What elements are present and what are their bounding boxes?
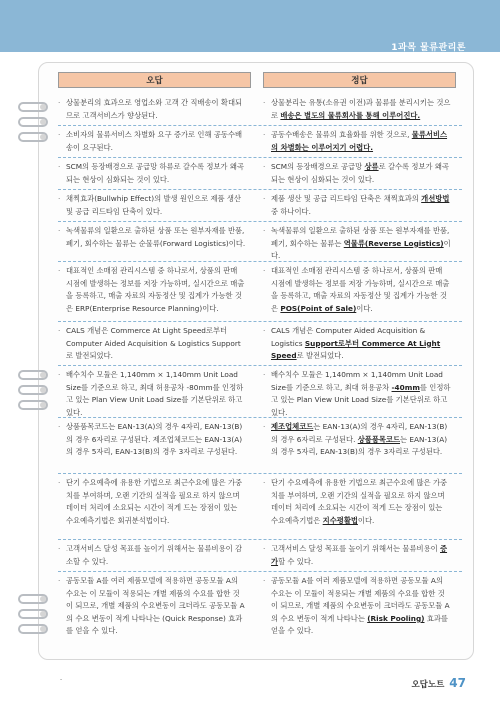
wrong-answer: 공동모듈 A를 여러 제품모델에 적용하면 공동모듈 A의 수요는 이 모듈이 적용되는 개별 제품의 수요를 합한 것이 되므로, 개별 제품의 수요변동이 크더라도 공동모듈 A의 수요 변동이 적게 나타나는 (Quick Response) 효과를 얻을 수 있다. — [66, 576, 245, 636]
right-answer-text: 를 인정하고 있는 Plan View Unit Load Size를 기본단위로 하고 있다. — [271, 382, 451, 417]
page-footer — [411, 676, 466, 690]
right-answer-highlight: POS(Point of Sale) — [280, 303, 357, 313]
spiral-ring — [18, 400, 48, 410]
table-row: · SCM의 등장배경으로 공급망 하류로 갈수록 정보가 왜곡되는 현상이 심화되는 것이 있다. · SCM의 등장배경으로 공급망 상류로 갈수록 정보가 왜곡되는 현상이 심화되는 것이 있다. — [58, 158, 462, 190]
chapter-title: 1과목 물류관리론 — [391, 43, 466, 53]
table-row: · 녹색물류의 일환으로 출하된 상품 또는 원부자재를 반품, 폐기, 회수하는 물류는 순물류(Forward Logistics)이다. · 녹색물류의 일환으로 출하된 상품 또는 원부자재를 반품, 폐기, 회수하는 물류는 역물류(Reverse Logistics)이다. — [58, 222, 462, 262]
right-answer-text: 할 수 있다. — [278, 556, 314, 566]
right-answer-text: SCM의 등장배경으로 공급망 — [271, 162, 365, 171]
right-answer-text: 공동수배송은 물류의 효율화를 위한 것으로, — [271, 130, 412, 139]
wrong-answer: 상물분리의 효과으로 영업소와 고객 간 직배송이 확대되므로 고객서비스가 향상된다. — [66, 98, 243, 120]
spiral-ring — [18, 132, 48, 142]
right-answer-text: 제품 생산 및 공급 리드타임 단축은 채찍효과의 — [271, 194, 422, 203]
right-answer-text: CALS 개념은 Computer Aided Acquisition & Logistics — [271, 326, 426, 348]
right-answer-text: 고객서비스 달성 목표를 높이기 위해서는 물류비용이 — [271, 544, 440, 553]
right-answer-highlight: 물류서비스의 차별화는 이루어지기 어렵다. — [271, 130, 448, 152]
right-answer-highlight: 개선방법 — [421, 194, 450, 203]
table-row: · CALS 개념은 Commerce At Light Speed로부터 Computer Aided Acquisition & Logistics Support로 발전되었다. · CALS 개념은 Computer Aided Acquisition & Logistics Support로부터 Commerce At Light Speed로 발전되었다. — [58, 322, 462, 366]
right-answer-text: 중 하나이다. — [271, 206, 311, 216]
table-row: · 단기 수요예측에 유용한 기법으로 최근수요에 많은 가중치를 부여하며, 오랜 기간의 실적을 필요로 하지 않으며 데이터 처리에 소요되는 시간이 적게 드는 장점이 있는 수요예측기법은 회귀분석법이다. · 단기 수요예측에 유용한 기법으로 최근수요에 많은 가중치를 부여하며, 오랜 기간의 실적을 필요로 하지 않으며 데이터 처리에 소요되는 시간이 적게 드는 장점이 있는 수요예측기법은 지수평활법이다. — [58, 474, 462, 540]
wrong-answer: CALS 개념은 Commerce At Light Speed로부터 Computer Aided Acquisition & Logistics Support로 발전되었다. — [66, 326, 241, 361]
right-answer-highlight: (Risk Pooling) — [367, 613, 425, 623]
wrong-answer: 배수치수 모듈은 1,140mm × 1,140mm Unit Load Size를 기준으로 하고, 최대 허용공차 -80mm를 인정하고 있는 Plan View Unit Load Size를 기본단위로 하고 있다. — [66, 370, 244, 417]
right-answer-text: 로 발전되었다. — [296, 351, 344, 361]
right-answer-highlight: 역물류(Reverse Logistics) — [343, 238, 444, 248]
table-row: · 공동모듈 A를 여러 제품모델에 적용하면 공동모듈 A의 수요는 이 모듈이 적용되는 개별 제품의 수요를 합한 것이 되므로, 개별 제품의 수요변동이 크더라도 공동모듈 A의 수요 변동이 적게 나타나는 (Quick Response) 효과를 얻을 수 있다. · 공동모듈 A를 여러 제품모델에 적용하면 공동모듈 A의 수요는 이 모듈이 적용되는 개별 제품의 수요를 합한 것이 되므로, 개별 제품의 수요변동이 크더라도 공동모듈 A의 수요 변동이 적게 나타나는 (Risk Pooling) 효과를 얻을 수 있다. — [58, 576, 450, 636]
table-row: · 소비자의 물류서비스 차별화 요구 증가로 인해 공동수배송이 요구된다. · 공동수배송은 물류의 효율화를 위한 것으로, 물류서비스의 차별화는 이루어지기 어렵다. — [58, 126, 462, 158]
right-answer-text: 이다. — [271, 238, 451, 261]
right-answer-highlight: 상품품목코드 — [357, 434, 401, 444]
right-answer-highlight: 배송은 별도의 물류회사를 통해 이루어진다. — [280, 110, 421, 120]
spiral-ring — [18, 624, 48, 634]
table-row: · 배수치수 모듈은 1,140mm × 1,140mm Unit Load Size를 기준으로 하고, 최대 허용공차 -80mm를 인정하고 있는 Plan View Unit Load Size를 기본단위로 하고 있다. · 배수치수 모듈은 1,140mm × 1,140mm Unit Load Size를 기준으로 하고, 최대 허용공차 -40mm를 인정하고 있는 Plan View Unit Load Size를 기본단위로 하고 있다. — [58, 366, 462, 418]
right-answer-highlight: -40mm — [391, 382, 420, 392]
wrong-answer: 상품품목코드는 EAN-13(A)의 경우 4자리, EAN-13(B)의 경우 6자리로 구성된다. 제조업체코드는 EAN-13(A)의 경우 5자리, EAN-13(B)의 경우 3자리로 구성된다. — [66, 422, 243, 457]
right-answer-text: 배수치수 모듈은 1,140mm × 1,140mm Unit Load Size를 기준으로 하고, 최대 허용공차 — [271, 370, 443, 392]
right-answer-text: 이다. — [356, 303, 373, 313]
wrong-answer: 대표적인 소매점 관리시스템 중 하나로서, 상품의 판매 시점에 발생하는 정보를 저장 가능하며, 실시간으로 매출을 등록하고, 매출 자료의 자동정산 및 집계가 가능한 것은 ERP(Enterprise Resource Planning)이다. — [66, 266, 245, 313]
right-answer-highlight: Support로부터 Commerce At Light Speed — [271, 338, 441, 361]
right-answer-text: 단기 수요예측에 유용한 기법으로 최근수요에 많은 가중치를 부여하며, 오랜 기간의 실적을 필요로 하지 않으며 데이터 처리에 소요되는 시간이 적게 드는 장점이 있는 수요예측기법은 — [271, 478, 448, 525]
right-answer-text: 는 EAN-13(A)의 경우 5자리, EAN-13(B)의 경우 3자리로 구성된다. — [271, 434, 448, 457]
spiral-ring — [18, 102, 48, 112]
spiral-ring — [18, 117, 48, 127]
right-answer-highlight: 제조업체코드 — [271, 422, 314, 431]
header-wrong: 오답 — [58, 72, 251, 88]
right-answer-text: 대표적인 소매점 관리시스템 중 하나로서, 상품의 판매 시점에 발생하는 정보를 저장 가능하며, 실시간으로 매출을 등록하고, 매출 자료의 자동정산 및 집계가 가능한 것은 — [271, 266, 450, 313]
right-answer-highlight: 증가 — [271, 544, 448, 566]
wrong-answer: 소비자의 물류서비스 차별화 요구 증가로 인해 공동수배송이 요구된다. — [66, 130, 243, 152]
right-answer-text: 효과를 얻을 수 있다. — [271, 613, 448, 636]
wrong-answer: 녹색물류의 일환으로 출하된 상품 또는 원부자재를 반품, 폐기, 회수하는 물류는 순물류(Forward Logistics)이다. — [66, 226, 246, 248]
wrong-answer: 고객서비스 달성 목표를 높이기 위해서는 물류비용이 감소할 수 있다. — [66, 544, 243, 566]
table-row: · 채찍효과(Bullwhip Effect)의 발생 원인으로 제품 생산 및 공급 리드타임 단축이 있다. · 제품 생산 및 공급 리드타임 단축은 채찍효과의 개선방법 중 하나이다. — [58, 190, 462, 222]
right-answer-text: 공동모듈 A를 여러 제품모델에 적용하면 공동모듈 A의 수요는 이 모듈이 적용되는 개별 제품의 수요를 합한 것이 되므로, 개별 제품의 수요변동이 크더라도 공동모듈 A의 수요 변동이 적게 나타나는 — [271, 576, 450, 623]
spiral-ring — [18, 370, 48, 380]
table-row: · 고객서비스 달성 목표를 높이기 위해서는 물류비용이 감소할 수 있다. · 고객서비스 달성 목표를 높이기 위해서는 물류비용이 증가할 수 있다. — [58, 540, 462, 572]
right-answer-text: 상물분리는 유통(소유권 이전)과 물류를 분리시키는 것으로 — [271, 98, 451, 120]
footer-label: 오답노트 — [411, 680, 445, 690]
spiral-ring — [18, 609, 48, 619]
header-right: 정답 — [263, 72, 456, 88]
wrong-answer: SCM의 등장배경으로 공급망 하류로 갈수록 정보가 왜곡되는 현상이 심화되는 것이 있다. — [66, 162, 244, 184]
page-number: 47 — [449, 676, 466, 690]
right-answer-text: 로 갈수록 정보가 왜곡되는 현상이 심화되는 것이 있다. — [271, 162, 449, 184]
right-answer-text: 이다. — [357, 515, 375, 525]
right-answer-highlight: 상류 — [364, 162, 379, 171]
spiral-ring — [18, 385, 48, 395]
wrong-answer: 채찍효과(Bullwhip Effect)의 발생 원인으로 제품 생산 및 공급 리드타임 단축이 있다. — [66, 194, 241, 216]
table-row: · 상품품목코드는 EAN-13(A)의 경우 4자리, EAN-13(B)의 경우 6자리로 구성된다. 제조업체코드는 EAN-13(A)의 경우 5자리, EAN-13(B)의 경우 3자리로 구성된다. · 제조업체코드는 EAN-13(A)의 경우 4자리, EAN-13(B)의 경우 6자리로 구성된다. 상품품목코드는 EAN-13(A)의 경우 5자리, EAN-13(B)의 경우 3자리로 구성된다. — [58, 418, 462, 474]
table-row: · 대표적인 소매점 관리시스템 중 하나로서, 상품의 판매 시점에 발생하는 정보를 저장 가능하며, 실시간으로 매출을 등록하고, 매출 자료의 자동정산 및 집계가 가능한 것은 ERP(Enterprise Resource Planning)이다. · 대표적인 소매점 관리시스템 중 하나로서, 상품의 판매 시점에 발생하는 정보를 저장 가능하며, 실시간으로 매출을 등록하고, 매출 자료의 자동정산 및 집계가 가능한 것은 POS(Point of Sale)이다. — [58, 262, 462, 322]
right-answer-text: 는 EAN-13(A)의 경우 4자리, EAN-13(B)의 경우 6자리로 구성된다. — [271, 422, 448, 444]
right-answer-text: 녹색물류의 일환으로 출하된 상품 또는 원부자재를 반품, 폐기, 회수하는 물류는 — [271, 226, 450, 248]
spiral-ring — [18, 594, 48, 604]
table-row: · 상물분리의 효과으로 영업소와 고객 간 직배송이 확대되므로 고객서비스가 향상된다. · 상물분리는 유통(소유권 이전)과 물류를 분리시키는 것으로 배송은 별도의 물류회사를 통해 이루어진다. — [58, 94, 462, 126]
right-answer-highlight: 지수평활법 — [322, 515, 358, 525]
wrong-answer: 단기 수요예측에 유용한 기법으로 최근수요에 많은 가중치를 부여하며, 오랜 기간의 실적을 필요로 하지 않으며 데이터 처리에 소요되는 시간이 적게 드는 장점이 있는 수요예측기법은 회귀분석법이다. — [66, 478, 243, 525]
footer-mark: - — [60, 676, 63, 683]
